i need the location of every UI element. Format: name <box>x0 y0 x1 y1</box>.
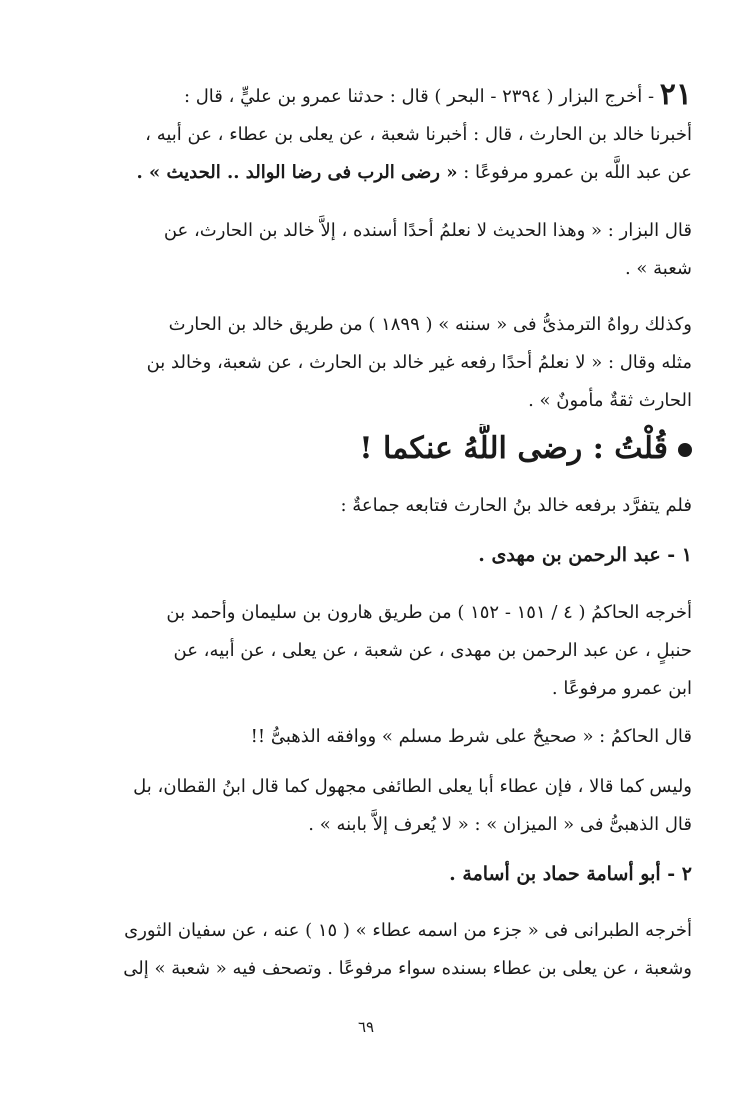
hadith-paragraph <box>58 76 692 192</box>
qult-heading: قُلْتُ : رضى اللَّهُ عنكما ! <box>58 424 692 474</box>
tirmidhi-line-2: مثله وقال : « لا نعلمُ أحدًا رفعه غير خالد بن الحارث ، عن شعبة، وخالد بن <box>146 352 692 373</box>
section1-line-2: حنبلٍ ، عن عبد الرحمن بن مهدى ، عن شعبة ، عن يعلى ، عن أبيه، عن <box>173 640 692 661</box>
rebuttal-line-2: قال الذهبىُّ فى « الميزان » : « لا يُعرف إلاَّ بابنه » . <box>308 814 692 835</box>
tirmidhi-paragraph <box>58 306 692 420</box>
rebuttal-line-1: وليس كما قالا ، فإن عطاء أبا يعلى الطائفى مجهول كما قال ابنُ القطان، بل <box>133 776 692 797</box>
bazzar-line-1: قال البزار : « وهذا الحديث لا نعلمُ أحدًا أسنده ، إلاَّ خالد بن الحارث، عن <box>163 220 692 241</box>
hakim-line: قال الحاكمُ : « صحيحٌ على شرط مسلم » ووافقه الذهبىُّ !! <box>250 726 692 747</box>
hadith-line-2: أخبرنا خالد بن الحارث ، قال : أخبرنا شعبة ، عن يعلى بن عطاء ، عن أبيه ، <box>145 124 692 145</box>
tirmidhi-line-3: الحارث ثقةٌ مأمونٌ » . <box>528 390 692 411</box>
page-number: ٦٩ <box>357 1018 375 1036</box>
rebuttal-paragraph <box>58 768 692 844</box>
hadith-line-3: عن عبد اللَّه بن عمرو مرفوعًا : « رضى الرب فى رضا الوالد .. الحديث » . <box>136 162 692 183</box>
section1-heading: ١ - عبد الرحمن بن مهدى . <box>478 544 692 566</box>
hadith-number: ٢١ <box>659 77 692 112</box>
section2-heading: ٢ - أبو أسامة حماد بن أسامة . <box>449 863 692 885</box>
hadith-line-1: ٢١ - أخرج البزار ( ٢٣٩٤ - البحر ) قال : حدثنا عمرو بن عليٍّ ، قال : <box>183 77 692 112</box>
section2-line-2: وشعبة ، عن يعلى بن عطاء بسنده سواء مرفوعًا . وتصحف فيه « شعبة » إلى <box>123 958 692 979</box>
bullet-icon <box>678 443 692 457</box>
hakim-paragraph <box>58 718 692 756</box>
section2-line-1: أخرجه الطبرانى فى « جزء من اسمه عطاء » ( ١٥ ) عنه ، عن سفيان الثورى <box>124 920 692 941</box>
section2-paragraph <box>58 912 692 988</box>
intro-line: فلم يتفرَّد برفعه خالد بنُ الحارث فتابعه جماعةٌ : <box>340 495 692 516</box>
section1-line-1: أخرجه الحاكمُ ( ٤ / ١٥١ - ١٥٢ ) من طريق هارون بن سليمان وأحمد بن <box>166 602 692 623</box>
tirmidhi-line-1: وكذلك رواهُ الترمذىُّ فى « سننه » ( ١٨٩٩ ) من طريق خالد بن الحارث <box>168 314 692 335</box>
section1-paragraph <box>58 594 692 708</box>
section1-line-3: ابن عمرو مرفوعًا . <box>551 678 692 699</box>
hadith-matn: « رضى الرب فى رضا الوالد .. الحديث » . <box>136 162 458 183</box>
bazzar-line-2: شعبة » . <box>624 258 692 279</box>
bazzar-paragraph <box>58 212 692 288</box>
intro-paragraph <box>58 487 692 525</box>
